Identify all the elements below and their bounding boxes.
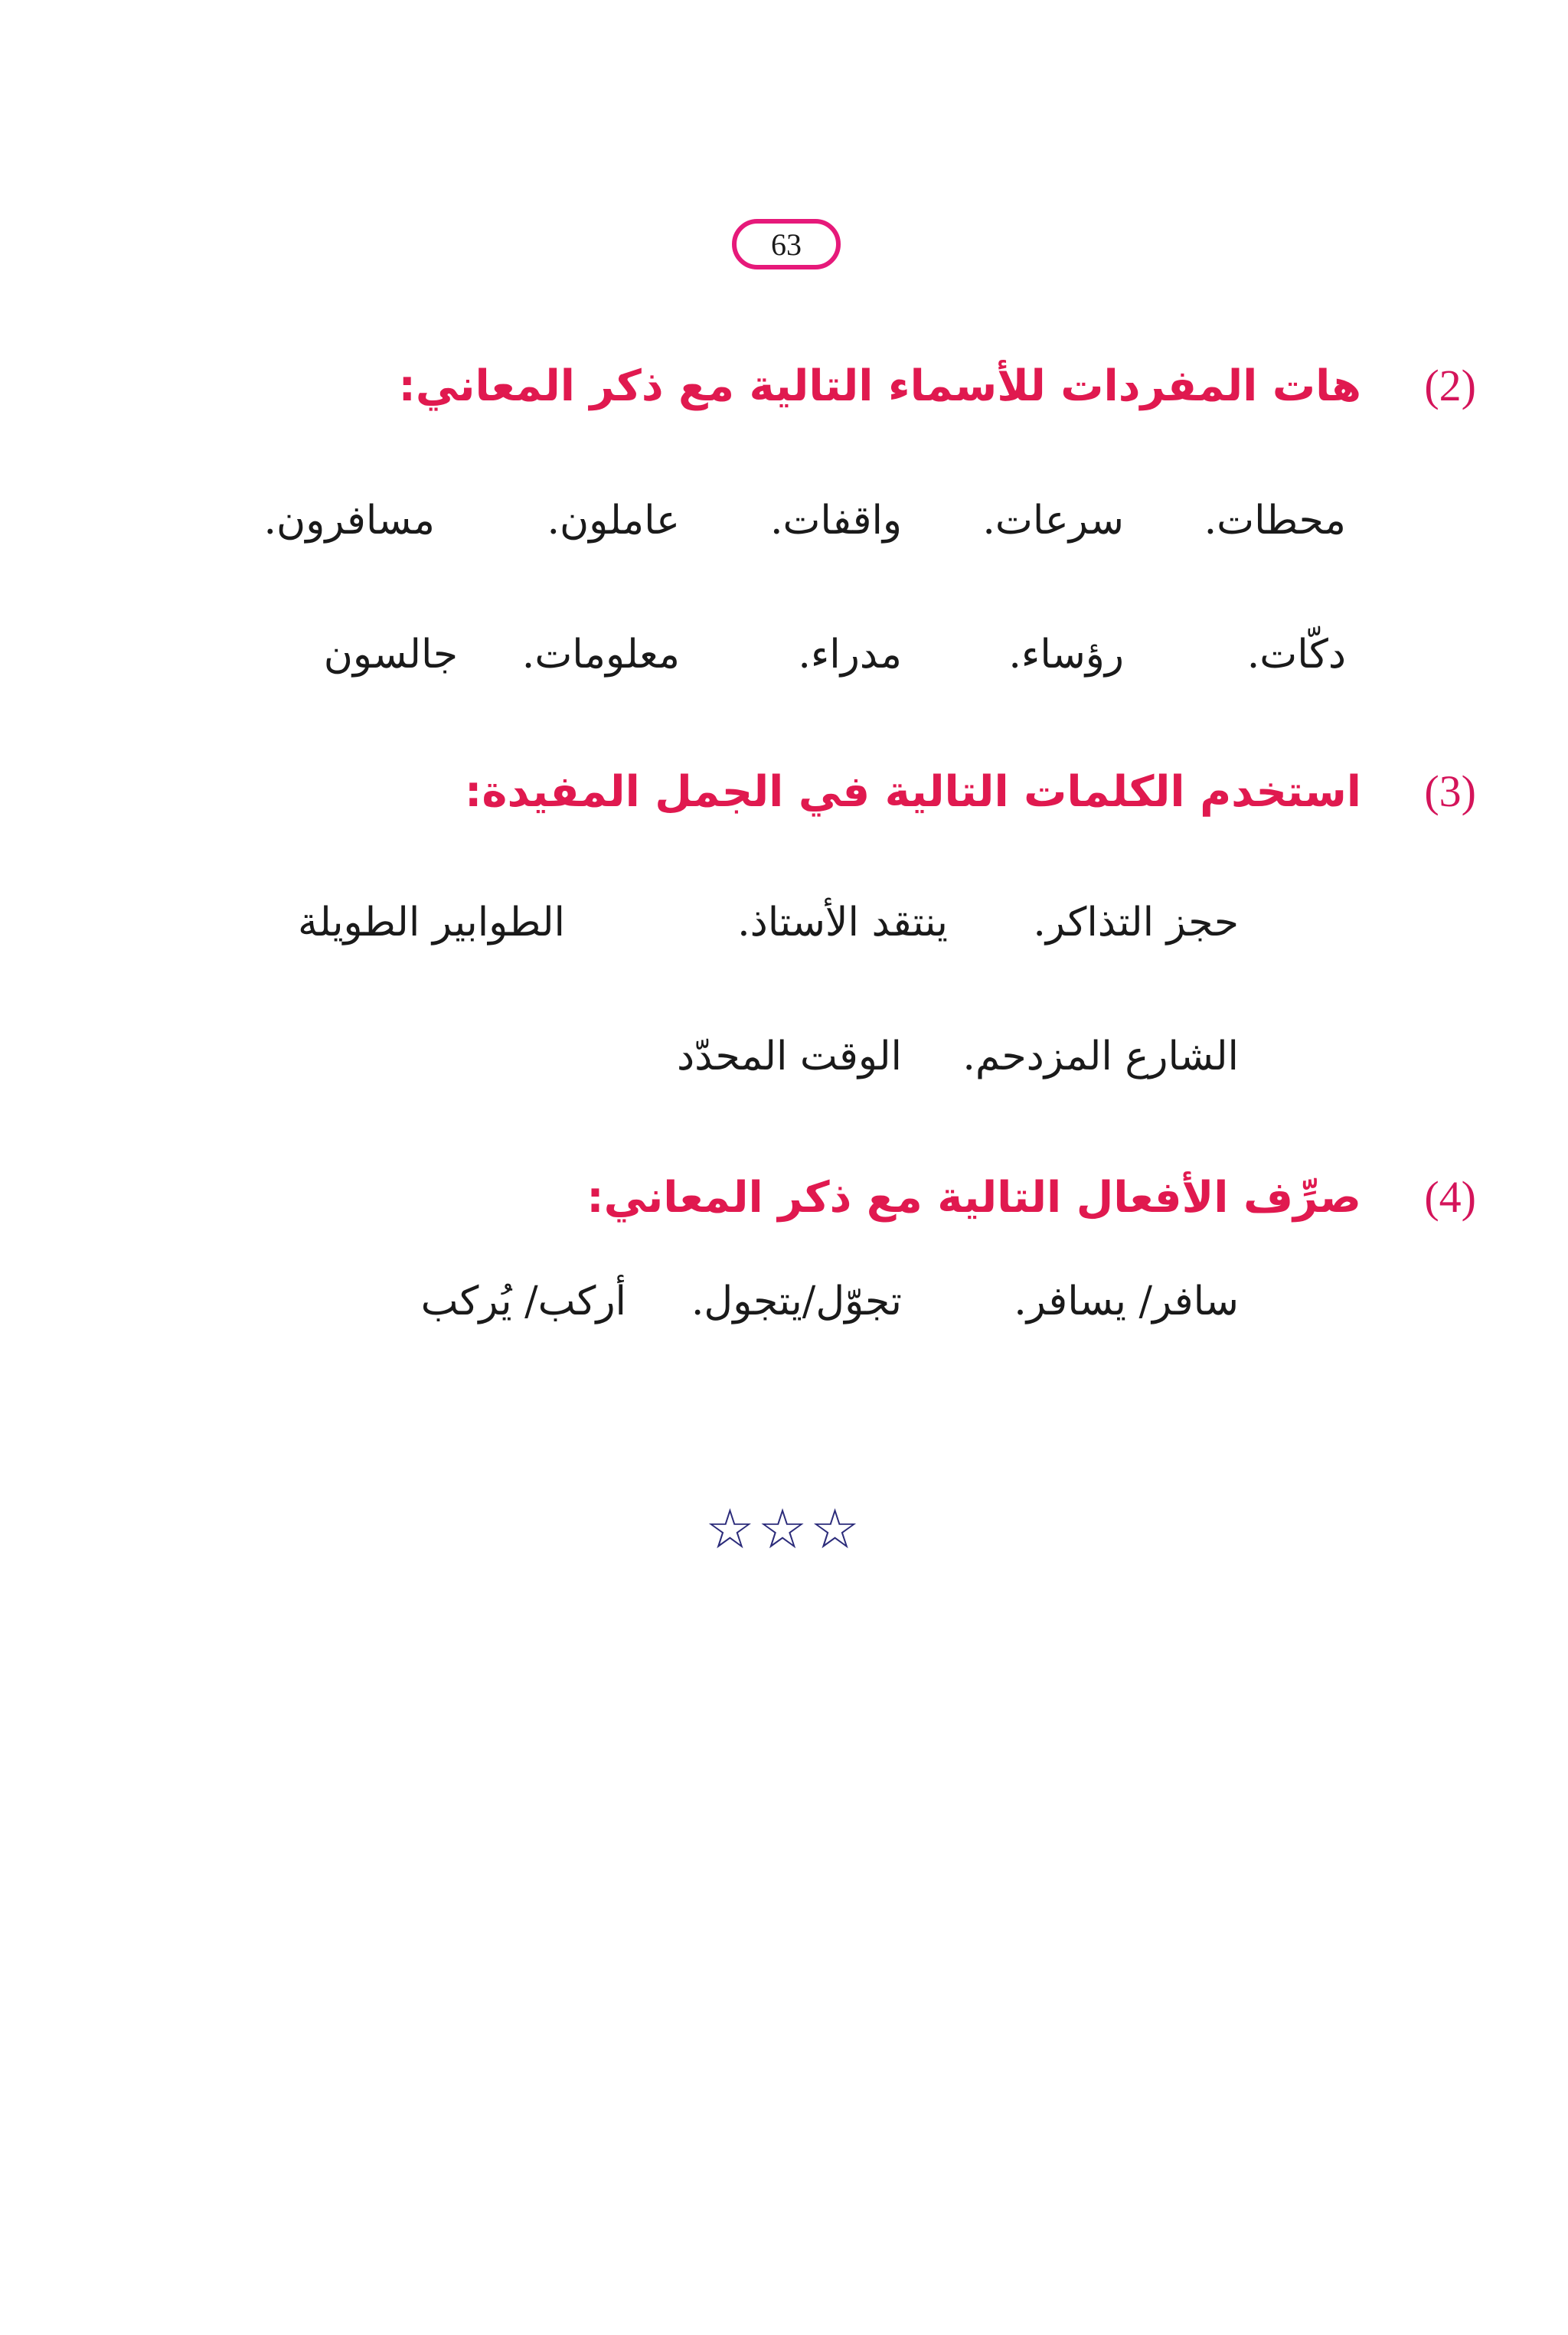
section-4-row-1 <box>0 1279 1568 1340</box>
section-2-row-1 <box>0 498 1568 559</box>
verb-item: سافر/ يسافر. <box>1014 1279 1239 1324</box>
page-number: 63 <box>732 219 841 269</box>
section-2-heading <box>398 360 1476 411</box>
section-4-title: صرِّف الأفعال التالية مع ذكر المعاني: <box>586 1173 1361 1223</box>
phrase-item: الطوابير الطويلة <box>297 900 565 945</box>
word-item: جالسون <box>323 632 458 678</box>
section-2-number: (2) <box>1424 361 1476 410</box>
section-2-row-2 <box>0 632 1568 693</box>
section-3-title: استخدم الكلمات التالية في الجمل المفيدة: <box>465 767 1361 817</box>
word-item: محطات. <box>1204 498 1346 544</box>
word-item: واقفات. <box>769 498 902 544</box>
section-4-heading <box>586 1171 1476 1223</box>
word-item: رؤساء. <box>1008 632 1124 678</box>
verb-item: أركب/ يُركب <box>420 1279 626 1324</box>
star-ornament-icon: ☆☆☆ <box>705 1497 863 1561</box>
section-3-number: (3) <box>1424 766 1476 816</box>
verb-item: تجوّل/يتجول. <box>691 1279 902 1324</box>
phrase-item: الوقت المحدّد <box>677 1034 902 1079</box>
word-item: دكّات. <box>1246 632 1346 678</box>
section-2-title: هات المفردات للأسماء التالية مع ذكر المعاني: <box>398 361 1361 411</box>
phrase-item: حجز التذاكر. <box>1033 900 1239 945</box>
word-item: سرعات. <box>982 498 1124 544</box>
word-item: معلومات. <box>521 632 680 678</box>
word-item: مدراء. <box>798 632 902 678</box>
section-4-number: (4) <box>1424 1172 1476 1222</box>
section-3-row-1 <box>0 900 1568 961</box>
section-3-heading <box>465 766 1476 817</box>
phrase-item: الشارع المزدحم. <box>962 1034 1239 1079</box>
section-3-row-2 <box>0 1034 1568 1095</box>
phrase-item: ينتقد الأستاذ. <box>737 900 948 945</box>
word-item: مسافرون. <box>263 498 435 544</box>
word-item: عاملون. <box>547 498 680 544</box>
